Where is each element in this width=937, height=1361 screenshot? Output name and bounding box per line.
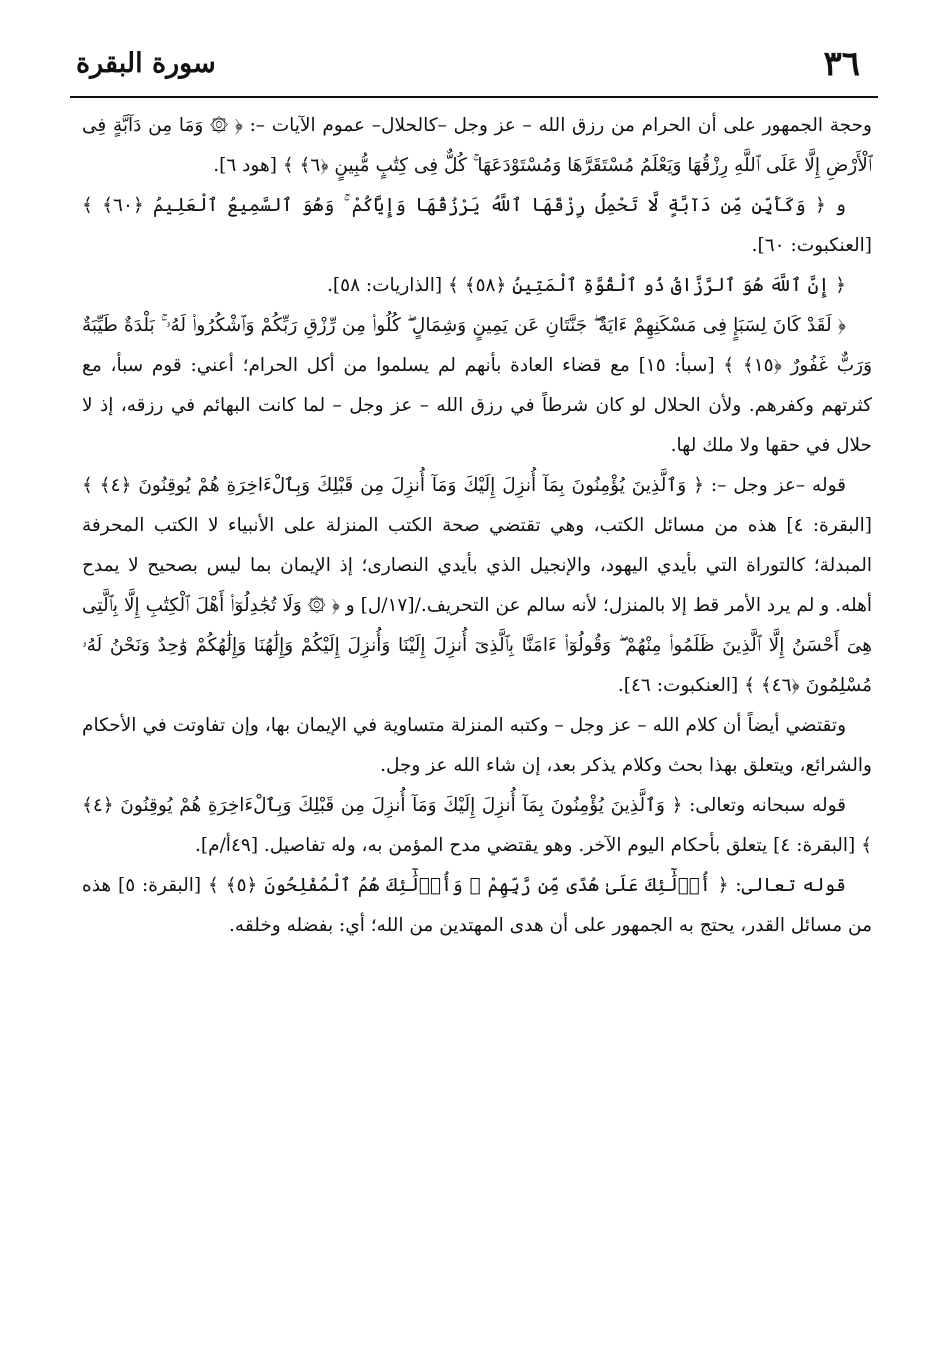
paragraph-baqarah-5: قوله تعالى: ﴿ أُو۟لَٰٓئِكَ عَلَىٰ هُدًى مِّن رَّبِّهِمْ ۖ وَأُو۟لَٰٓئِكَ هُمُ ٱلْمُفْلِحُونَ ﴿٥﴾ ﴾ [البقرة: ٥] هذه من مسائل القدر، يحتج به الجمهور على أن هدى المهتدين من الله؛ أي: بفضله وخلقه.: [82, 875, 872, 936]
page-body: [82, 106, 872, 946]
page-header: [70, 40, 878, 92]
paragraph-dhariyat-58: ﴿ إِنَّ ٱللَّهَ هُوَ ٱلرَّزَّاقُ ذُو ٱلْقُوَّةِ ٱلْمَتِينُ ﴿٥٨﴾ ﴾ [الذاريات: ٥٨].: [327, 275, 846, 296]
paragraph-baqarah-4-hereafter: قوله سبحانه وتعالى: ﴿ وَٱلَّذِينَ يُؤْمِنُونَ بِمَآ أُنزِلَ إِلَيْكَ وَمَآ أُنزِلَ مِن قَبْلِكَ وَبِٱلْءَاخِرَةِ هُمْ يُوقِنُونَ ﴿٤﴾ ﴾ [البقرة: ٤] يتعلق بأحكام اليوم الآخر. وهو يقتضي مدح المؤمن به، وله تفاصيل. [٤٩أ/م].: [82, 795, 872, 856]
paragraph-majority-argument: وحجة الجمهور على أن الحرام من رزق الله – عز وجل –كالحلال– عموم الآيات –: ﴿ ۞ وَمَا مِن دَآبَّةٍ فِى ٱلْأَرْضِ إِلَّا عَلَى ٱللَّهِ رِزْقُهَا وَيَعْلَمُ مُسْتَقَرَّهَا وَمُسْتَوْدَعَهَا ۚ كُلٌّ فِى كِتَٰبٍ مُّبِينٍ ﴿٦﴾ ﴾ [هود ٦].: [82, 115, 872, 176]
surah-title: سورة البقرة: [76, 48, 216, 79]
paragraph-equal-belief: وتقتضي أيضاً أن كلام الله – عز وجل – وكتبه المنزلة متساوية في الإيمان بها، وإن تفاوتت في الأحكام والشرائع، ويتعلق بهذا بحث وكلام يذكر بعد، إن شاء الله عز وجل.: [82, 715, 872, 776]
paragraph-saba-15: ﴿ لَقَدْ كَانَ لِسَبَإٍ فِى مَسْكَنِهِمْ ءَايَةٌ ۖ جَنَّتَانِ عَن يَمِينٍ وَشِمَالٍ ۖ كُلُوا۟ مِن رِّزْقِ رَبِّكُمْ وَٱشْكُرُوا۟ لَهُۥ ۚ بَلْدَةٌ طَيِّبَةٌ وَرَبٌّ غَفُورٌ ﴿١٥﴾ ﴾ [سبأ: ١٥] مع قضاء العادة بأنهم لم يسلموا من أكل الحرام؛ أعني: قوم سبأ، مع كثرتهم وكفرهم. ولأن الحلال لو كان شرطاً في رزق الله – عز وجل – لما كانت البهائم في رزقه، إذ لا حلال في حقها ولا ملك لها.: [82, 315, 873, 456]
page-number: ٣٦: [823, 44, 860, 84]
paragraph-baqarah-4-books: قوله –عز وجل –: ﴿ وَٱلَّذِينَ يُؤْمِنُونَ بِمَآ أُنزِلَ إِلَيْكَ وَمَآ أُنزِلَ مِن قَبْلِكَ وَبِٱلْءَاخِرَةِ هُمْ يُوقِنُونَ ﴿٤﴾ ﴾[البقرة: ٤] هذه من مسائل الكتب، وهي تقتضي صحة الكتب المنزلة على الأنبياء لا الكتب المحرفة المبدلة؛ كالتوراة التي بأيدي اليهود، والإنجيل الذي بأيدي النصارى؛ إذ الإيمان بما ليس بصحيح لا يمدح أهله. و لم يرد الأمر قط إلا بالمنزل؛ لأنه سالم عن التحريف./[١٧/ل] و ﴿ ۞ وَلَا تُجَٰدِلُوٓا۟ أَهْلَ ٱلْكِتَٰبِ إِلَّا بِٱلَّتِى هِىَ أَحْسَنُ إِلَّا ٱلَّذِينَ ظَلَمُوا۟ مِنْهُمْ ۖ وَقُولُوٓا۟ ءَامَنَّا بِٱلَّذِىٓ أُنزِلَ إِلَيْنَا وَأُنزِلَ إِلَيْكُمْ وَإِلَٰهُنَا وَإِلَٰهُكُمْ وَٰحِدٌ وَنَحْنُ لَهُۥ مُسْلِمُونَ ﴿٤٦﴾ ﴾ [العنكبوت: ٤٦].: [82, 475, 872, 696]
paragraph-ankabut-60: و ﴿ وَكَأَيِّن مِّن دَآبَّةٍ لَّا تَحْمِلُ رِزْقَهَا ٱللَّهُ يَرْزُقُهَا وَإِيَّاكُمْ ۚ وَهُوَ ٱلسَّمِيعُ ٱلْعَلِيمُ ﴿٦٠﴾ ﴾ [العنكبوت: ٦٠].: [82, 195, 872, 256]
header-rule: [70, 96, 878, 98]
